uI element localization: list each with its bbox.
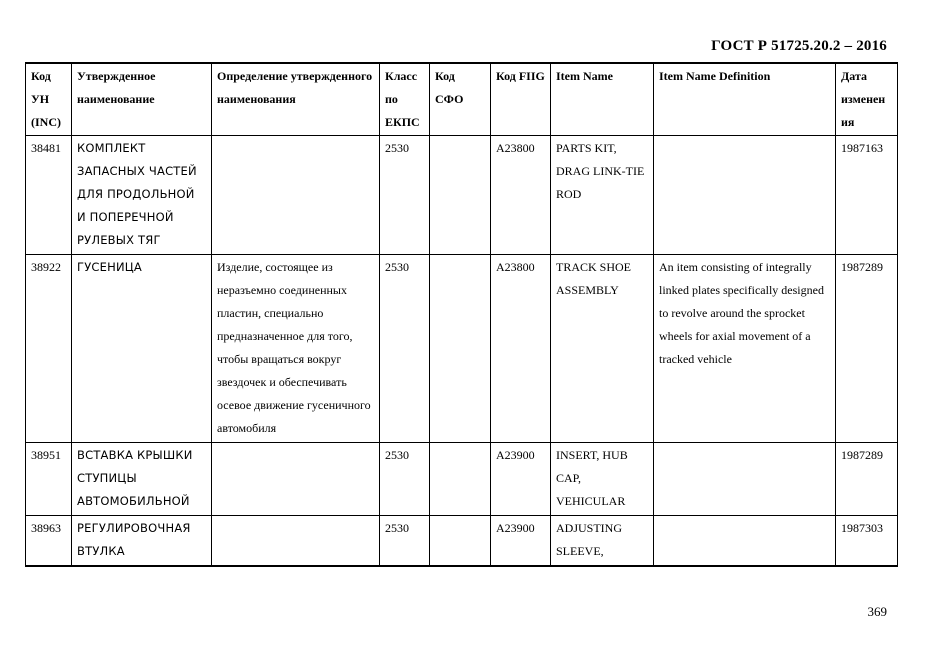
- cell-item-definition: [654, 516, 836, 567]
- cell-definition: [212, 136, 380, 255]
- cell-item-name: INSERT, HUB CAP, VEHICULAR: [551, 443, 654, 516]
- cell-date: 1987289: [836, 443, 898, 516]
- cell-item-name: PARTS KIT, DRAG LINK-TIE ROD: [551, 136, 654, 255]
- cell-fiig: A23800: [491, 136, 551, 255]
- column-header-item-name: Item Name: [551, 63, 654, 136]
- cell-item-definition: An item consisting of integrally linked plates specifically designed to revolve around the sprocket wheels for axial movement of a tracked vehicle: [654, 255, 836, 443]
- cell-inc: 38951: [26, 443, 72, 516]
- cell-date: 1987303: [836, 516, 898, 567]
- table-header-row: [26, 63, 898, 136]
- table-row: [26, 516, 898, 567]
- column-header-date: Дата изменения: [836, 63, 898, 136]
- table-row: [26, 136, 898, 255]
- cell-definition: Изделие, состоящее из неразъемно соединенных пластин, специально предназначенное для того, чтобы вращаться вокруг звездочек и обеспечивать осевое движение гусеничного автомобиля: [212, 255, 380, 443]
- cell-approved-name: ГУСЕНИЦА: [72, 255, 212, 443]
- column-header-inc: Код УН (INC): [26, 63, 72, 136]
- column-header-fiig: Код FIIG: [491, 63, 551, 136]
- cell-item-name: ADJUSTING SLEEVE,: [551, 516, 654, 567]
- column-header-item-definition: Item Name Definition: [654, 63, 836, 136]
- cell-date: 1987163: [836, 136, 898, 255]
- catalog-table: [25, 62, 898, 567]
- cell-definition: [212, 443, 380, 516]
- cell-approved-name: КОМПЛЕКТ ЗАПАСНЫХ ЧАСТЕЙ ДЛЯ ПРОДОЛЬНОЙ И ПОПЕРЕЧНОЙ РУЛЕВЫХ ТЯГ: [72, 136, 212, 255]
- cell-class: 2530: [380, 443, 430, 516]
- cell-fiig: A23800: [491, 255, 551, 443]
- cell-fiig: A23900: [491, 516, 551, 567]
- cell-class: 2530: [380, 516, 430, 567]
- cell-inc: 38963: [26, 516, 72, 567]
- cell-fiig: A23900: [491, 443, 551, 516]
- cell-inc: 38922: [26, 255, 72, 443]
- cell-approved-name: ВСТАВКА КРЫШКИ СТУПИЦЫ АВТОМОБИЛЬНОЙ: [72, 443, 212, 516]
- cell-definition: [212, 516, 380, 567]
- cell-item-definition: [654, 136, 836, 255]
- cell-sfo: [430, 255, 491, 443]
- table-row: [26, 443, 898, 516]
- document-standard-header: ГОСТ Р 51725.20.2 – 2016: [711, 38, 887, 54]
- column-header-approved-name: Утвержденное наименование: [72, 63, 212, 136]
- column-header-sfo: Код СФО: [430, 63, 491, 136]
- cell-item-definition: [654, 443, 836, 516]
- cell-inc: 38481: [26, 136, 72, 255]
- cell-approved-name: РЕГУЛИРОВОЧНАЯ ВТУЛКА: [72, 516, 212, 567]
- cell-item-name: TRACK SHOE ASSEMBLY: [551, 255, 654, 443]
- cell-sfo: [430, 516, 491, 567]
- cell-sfo: [430, 443, 491, 516]
- cell-class: 2530: [380, 136, 430, 255]
- column-header-definition: Определение утвержденного наименования: [212, 63, 380, 136]
- table-row: [26, 255, 898, 443]
- column-header-class: Класс по ЕКПС: [380, 63, 430, 136]
- cell-date: 1987289: [836, 255, 898, 443]
- cell-class: 2530: [380, 255, 430, 443]
- cell-sfo: [430, 136, 491, 255]
- page-number: 369: [867, 604, 887, 619]
